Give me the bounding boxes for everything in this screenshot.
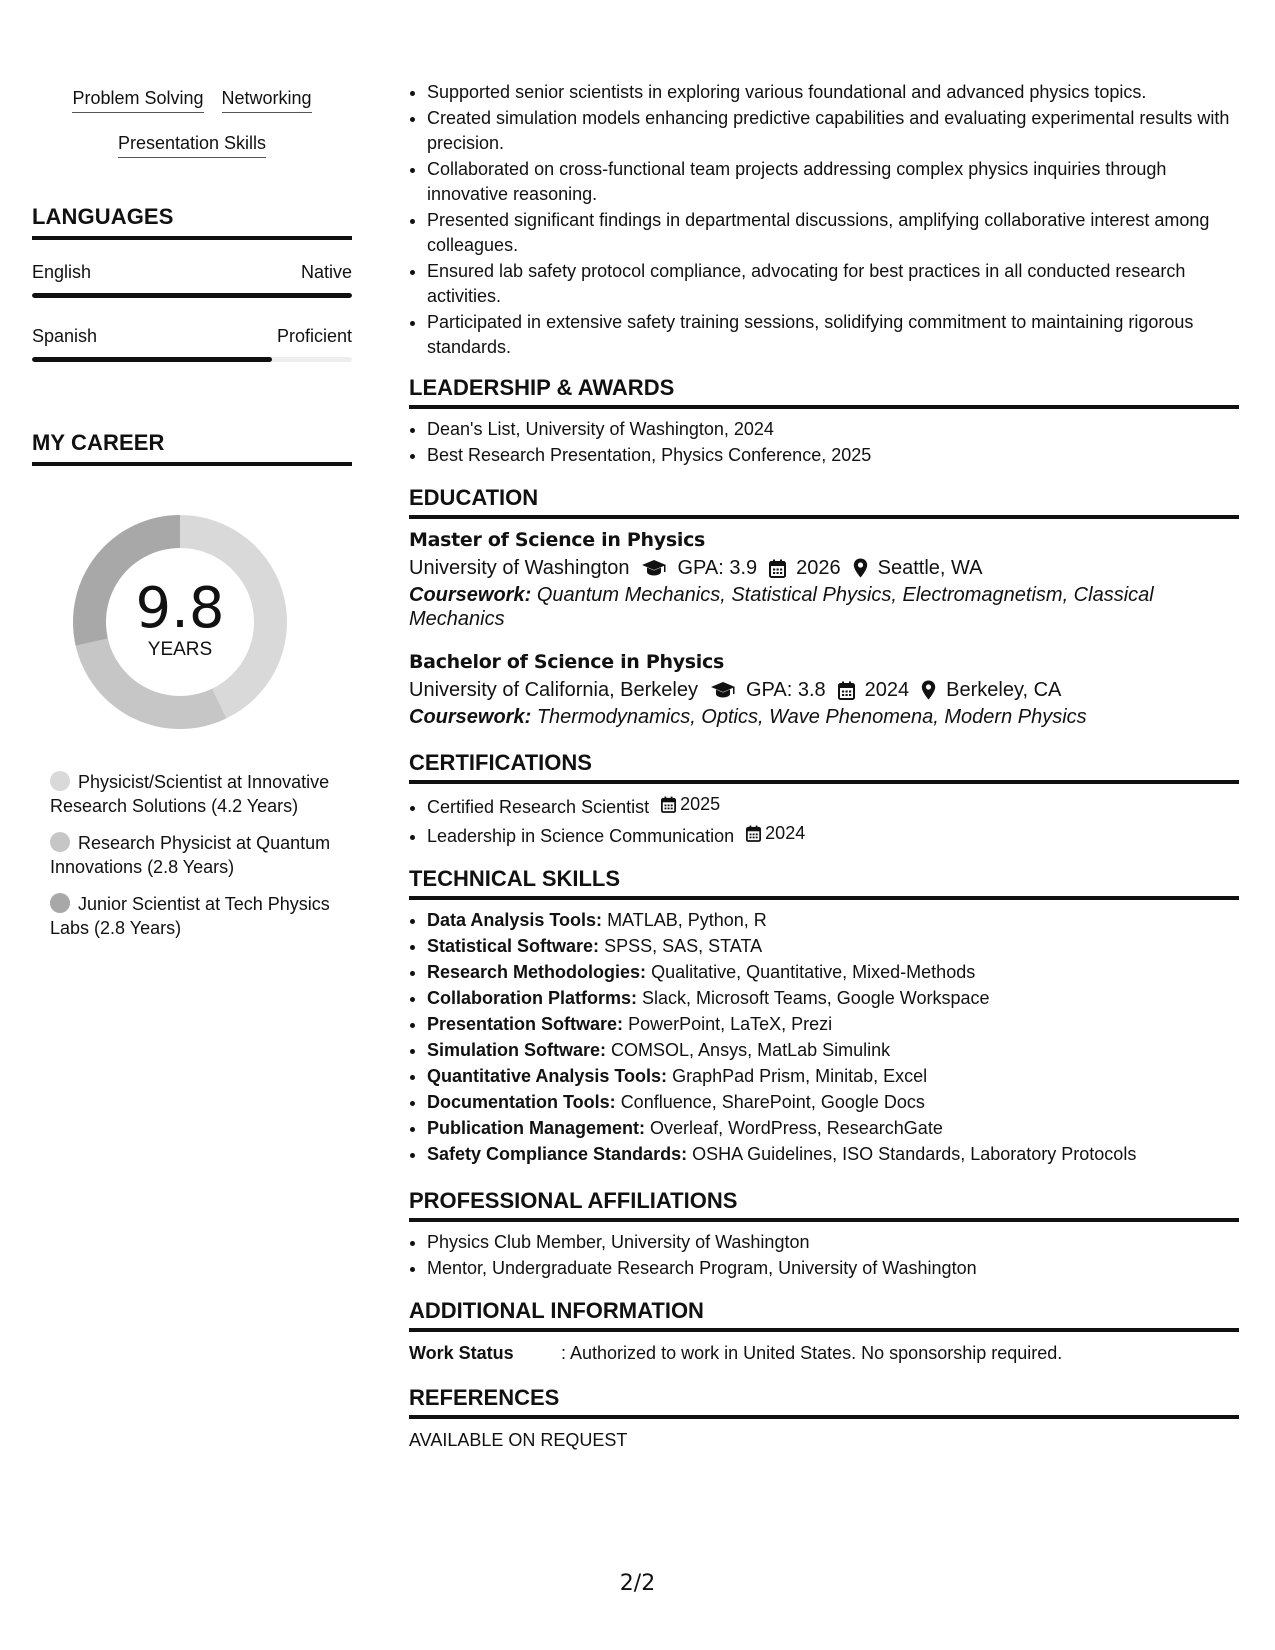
list-item <box>427 1090 1239 1115</box>
skill-values: Slack, Microsoft Teams, Google Workspace <box>642 988 990 1008</box>
location: Seattle, WA <box>877 557 983 579</box>
list-item <box>427 1064 1239 1089</box>
skill-values: Qualitative, Quantitative, Mixed-Methods <box>651 962 976 982</box>
language-name: Spanish <box>32 326 98 346</box>
leadership-heading: LEADERSHIP & AWARDS <box>409 374 1239 409</box>
skill-category: Safety Compliance Standards: <box>427 1144 688 1164</box>
graduation-year: 2026 <box>796 557 841 579</box>
list-item: • Collaborated on cross-functional team projects addressing complex physics inquiries through innovative reasoning. <box>427 157 1239 207</box>
language-bar <box>32 357 352 362</box>
career-total-years: 9.8 <box>135 576 225 641</box>
skill-tag: Problem Solving <box>72 85 203 113</box>
skill-values: OSHA Guidelines, ISO Standards, Laboratory Protocols <box>692 1144 1137 1164</box>
calendar-icon <box>746 825 761 842</box>
technical-skills-heading: TECHNICAL SKILLS <box>409 865 1239 900</box>
list-item <box>427 960 1239 985</box>
list-item <box>427 821 1239 849</box>
graduation-year: 2024 <box>864 679 910 701</box>
gpa: GPA: 3.9 <box>677 557 758 579</box>
school-name: University of Washington <box>409 557 630 579</box>
skill-tag: Presentation Skills <box>118 130 266 158</box>
skill-category: Simulation Software: <box>427 1040 607 1060</box>
coursework <box>409 583 1239 631</box>
degree-title: Master of Science in Physics <box>409 529 706 551</box>
language-bar <box>32 293 352 298</box>
page-number: 2/2 <box>619 1571 656 1596</box>
education-entry <box>409 527 1239 631</box>
additional-info-heading: ADDITIONAL INFORMATION <box>409 1297 1239 1332</box>
skill-category: Research Methodologies: <box>427 962 647 982</box>
language-bar-fill <box>32 293 352 298</box>
list-item <box>427 1012 1239 1037</box>
career-total-unit: YEARS <box>147 639 213 660</box>
education-entry <box>409 649 1239 729</box>
skill-tag: Networking <box>222 85 312 113</box>
legend-label: Junior Scientist at Tech Physics Labs (2.8 Years) <box>50 894 330 938</box>
calendar-icon <box>838 681 855 700</box>
main-content <box>409 80 1239 1453</box>
career-heading: MY CAREER <box>32 430 352 466</box>
languages-heading: LANGUAGES <box>32 204 352 240</box>
education-meta <box>409 675 1239 705</box>
skill-category: Quantitative Analysis Tools: <box>427 1066 668 1086</box>
certification-year: 2025 <box>680 794 721 814</box>
language-level: Native <box>300 262 352 282</box>
coursework-label: Coursework: <box>409 706 532 728</box>
skills-tags <box>32 85 352 158</box>
coursework-label: Coursework: <box>409 584 532 606</box>
skill-values: Overleaf, WordPress, ResearchGate <box>650 1118 943 1138</box>
language-name: English <box>32 262 92 282</box>
skill-values: SPSS, SAS, STATA <box>604 936 763 956</box>
calendar-icon <box>769 559 786 578</box>
list-item: • Physics Club Member, University of Washington <box>427 1230 1239 1255</box>
skill-category: Data Analysis Tools: <box>427 910 603 930</box>
list-item: • Ensured lab safety protocol compliance, advocating for best practices in all conducted research activities. <box>427 259 1239 309</box>
work-status-label: Work Status <box>409 1343 514 1363</box>
location-pin-icon <box>921 680 936 700</box>
coursework-text: Quantum Mechanics, Statistical Physics, Electromagnetism, Classical Mechanics <box>409 584 1154 630</box>
calendar-icon <box>661 796 676 813</box>
skill-category: Statistical Software: <box>427 936 600 956</box>
list-item: • Mentor, Undergraduate Research Program, University of Washington <box>427 1256 1239 1281</box>
skill-values: PowerPoint, LaTeX, Prezi <box>628 1014 833 1034</box>
degree-title: Bachelor of Science in Physics <box>409 651 724 673</box>
list-item <box>427 908 1239 933</box>
location-pin-icon <box>853 558 868 578</box>
certification-date <box>746 821 805 846</box>
legend-label: Research Physicist at Quantum Innovations (2.8 Years) <box>50 833 331 877</box>
list-item <box>427 792 1239 820</box>
list-item <box>427 1142 1239 1167</box>
affiliations-heading: PROFESSIONAL AFFILIATIONS <box>409 1187 1239 1222</box>
language-item <box>32 260 352 298</box>
list-item <box>427 1038 1239 1063</box>
coursework-text: Thermodynamics, Optics, Wave Phenomena, Modern Physics <box>536 706 1087 728</box>
leadership-list <box>409 417 1239 468</box>
references-heading: REFERENCES <box>409 1384 1239 1419</box>
graduation-cap-icon <box>710 681 736 699</box>
legend-dot <box>50 771 70 791</box>
list-item: • Dean's List, University of Washington, 2024 <box>427 417 1239 442</box>
skill-category: Collaboration Platforms: <box>427 988 638 1008</box>
legend-item <box>50 770 335 818</box>
education-heading: EDUCATION <box>409 484 1239 519</box>
certification-year: 2024 <box>765 823 806 843</box>
legend-dot <box>50 893 70 913</box>
location: Berkeley, CA <box>946 679 1062 701</box>
skill-values: Confluence, SharePoint, Google Docs <box>620 1092 925 1112</box>
school-name: University of California, Berkeley <box>409 679 698 701</box>
left-sidebar <box>32 85 352 953</box>
legend-dot <box>50 832 70 852</box>
graduation-cap-icon <box>641 559 667 577</box>
skill-category: Presentation Software: <box>427 1014 624 1034</box>
list-item <box>427 934 1239 959</box>
technical-skills-list <box>409 908 1239 1167</box>
skill-category: Publication Management: <box>427 1118 646 1138</box>
skill-values: COMSOL, Ansys, MatLab Simulink <box>611 1040 891 1060</box>
career-legend <box>50 770 335 940</box>
language-bar-fill <box>32 357 272 362</box>
work-status-value: : Authorized to work in United States. No sponsorship required. <box>561 1343 1063 1363</box>
certifications-list <box>409 792 1239 849</box>
language-level: Proficient <box>276 326 352 346</box>
language-item <box>32 324 352 362</box>
certification-name: Leadership in Science Communication <box>427 826 735 846</box>
skill-category: Documentation Tools: <box>427 1092 616 1112</box>
coursework <box>409 705 1239 729</box>
career-donut-chart <box>66 508 294 736</box>
list-item <box>427 1116 1239 1141</box>
skill-values: MATLAB, Python, R <box>607 910 767 930</box>
certification-date <box>661 792 720 817</box>
donut-center <box>66 508 294 736</box>
list-item: • Presented significant findings in departmental discussions, amplifying collaborative interest among colleagues. <box>427 208 1239 258</box>
experience-bullets <box>409 80 1239 360</box>
skill-values: GraphPad Prism, Minitab, Excel <box>672 1066 928 1086</box>
education-meta <box>409 553 1239 583</box>
list-item: • Created simulation models enhancing predictive capabilities and evaluating experimental results with precision. <box>427 106 1239 156</box>
list-item: • Best Research Presentation, Physics Conference, 2025 <box>427 443 1239 468</box>
certifications-heading: CERTIFICATIONS <box>409 749 1239 784</box>
list-item: • Supported senior scientists in exploring various foundational and advanced physics topics. <box>427 80 1239 105</box>
references-text: AVAILABLE ON REQUEST <box>409 1430 628 1450</box>
gpa: GPA: 3.8 <box>746 679 826 701</box>
list-item <box>427 986 1239 1011</box>
legend-item <box>50 892 335 940</box>
legend-label: Physicist/Scientist at Innovative Research Solutions (4.2 Years) <box>50 772 330 816</box>
list-item: • Participated in extensive safety training sessions, solidifying commitment to maintaining rigorous standards. <box>427 310 1239 360</box>
certification-name: Certified Research Scientist <box>427 797 650 817</box>
legend-item <box>50 831 335 879</box>
work-status-row <box>409 1340 1239 1366</box>
affiliations-list <box>409 1230 1239 1281</box>
